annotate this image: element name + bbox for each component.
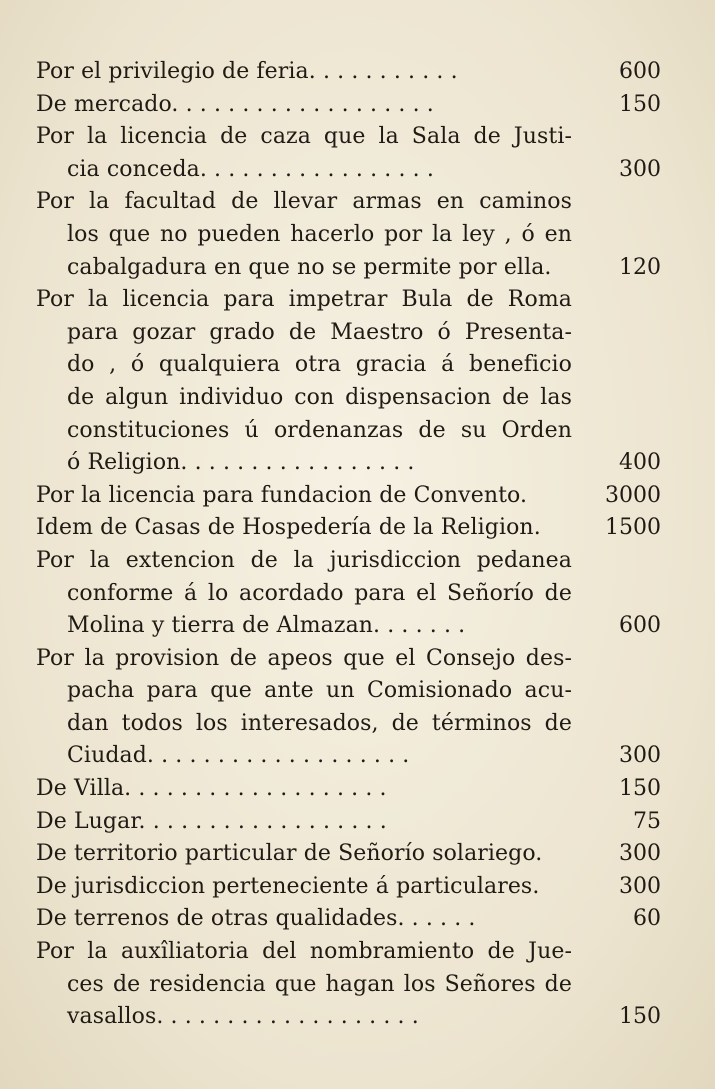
fee-amount: 150 <box>619 776 661 802</box>
entry-text: vasallos. . . . . . . . . . . . . . . . . . . <box>67 1004 419 1030</box>
entry-continuation-line <box>36 740 661 773</box>
entry-first-line <box>36 284 661 317</box>
fee-entry <box>36 806 661 839</box>
fee-amount: 300 <box>619 743 661 769</box>
entry-continuation-line <box>36 1001 661 1034</box>
entry-text: para gozar grado de Maestro ó Presenta- <box>67 319 572 345</box>
fee-amount: 150 <box>619 91 661 117</box>
entry-first-line <box>36 903 661 936</box>
entry-text: Por el privilegio de feria. . . . . . . . . . . <box>36 59 458 84</box>
entry-text: Por la provision de apeos que el Consejo des- <box>36 645 572 671</box>
fee-amount: 120 <box>619 254 661 280</box>
entry-text: De Lugar. . . . . . . . . . . . . . . . . . <box>36 808 387 834</box>
entry-first-line <box>36 643 661 676</box>
fee-entry <box>36 56 661 89</box>
entry-text: De territorio particular de Señorío solariego. <box>36 841 543 867</box>
entry-text: De terrenos de otras qualidades. . . . . . <box>36 906 476 932</box>
fee-amount: 150 <box>619 1004 661 1030</box>
fee-entry <box>36 545 661 643</box>
fee-entry <box>36 186 661 284</box>
entry-text: Por la licencia de caza que la Sala de Justi- <box>36 124 572 150</box>
fee-entry <box>36 643 661 773</box>
entry-continuation-line <box>36 415 661 448</box>
entry-first-line <box>36 121 661 154</box>
fee-entry <box>36 480 661 513</box>
fee-entry <box>36 284 661 480</box>
fee-amount: 400 <box>619 450 661 476</box>
entry-continuation-line <box>36 252 661 285</box>
entry-first-line <box>36 871 661 904</box>
entry-text: ó Religion. . . . . . . . . . . . . . . . . <box>67 450 415 476</box>
entry-text: conforme á lo acordado para el Señorío de <box>67 580 572 606</box>
entry-text: do , ó qualquiera otra gracia á beneficio <box>67 352 572 378</box>
entry-continuation-line <box>36 154 661 187</box>
entry-continuation-line <box>36 610 661 643</box>
entry-text: Por la extencion de la jurisdiccion pedanea <box>36 547 572 573</box>
entry-text: cia conceda. . . . . . . . . . . . . . . . . <box>67 156 434 182</box>
fee-amount: 60 <box>633 906 661 932</box>
entry-continuation-line <box>36 447 661 480</box>
fee-amount: 1500 <box>605 515 661 541</box>
entry-first-line <box>36 838 661 871</box>
entry-text: cabalgadura en que no se permite por ella. <box>67 254 552 280</box>
fee-list <box>36 56 661 1034</box>
entry-text: Idem de Casas de Hospedería de la Religion. <box>36 515 541 541</box>
entry-text: De jurisdiccion perteneciente á particulares. <box>36 873 540 899</box>
entry-text: Por la auxîliatoria del nombramiento de Jue- <box>36 939 572 965</box>
fee-entry <box>36 773 661 806</box>
fee-entry <box>36 936 661 1034</box>
fee-entry <box>36 512 661 545</box>
fee-amount: 300 <box>619 873 661 899</box>
entry-first-line <box>36 89 661 122</box>
entry-text: Ciudad. . . . . . . . . . . . . . . . . . . <box>67 743 410 769</box>
entry-first-line <box>36 773 661 806</box>
entry-text: De Villa. . . . . . . . . . . . . . . . . . . <box>36 776 387 802</box>
entry-first-line <box>36 936 661 969</box>
fee-amount: 300 <box>619 841 661 867</box>
fee-entry <box>36 838 661 871</box>
entry-first-line <box>36 480 661 513</box>
fee-entry <box>36 121 661 186</box>
entry-text: De mercado. . . . . . . . . . . . . . . . . . . <box>36 91 434 117</box>
entry-text: pacha para que ante un Comisionado acu- <box>67 678 572 704</box>
entry-text: Molina y tierra de Almazan. . . . . . . <box>67 613 466 639</box>
entry-continuation-line <box>36 349 661 382</box>
entry-continuation-line <box>36 219 661 252</box>
entry-continuation-line <box>36 675 661 708</box>
entry-first-line <box>36 512 661 545</box>
entry-text: Por la facultad de llevar armas en caminos <box>36 189 572 215</box>
entry-first-line <box>36 186 661 219</box>
entry-text: dan todos los interesados, de términos de <box>67 710 572 736</box>
entry-continuation-line <box>36 382 661 415</box>
fee-entry <box>36 89 661 122</box>
entry-continuation-line <box>36 578 661 611</box>
entry-text: constituciones ú ordenanzas de su Orden <box>67 417 572 443</box>
fee-amount: 75 <box>633 808 661 834</box>
entry-first-line <box>36 806 661 839</box>
fee-amount: 3000 <box>605 482 661 508</box>
entry-text: los que no pueden hacerlo por la ley , ó en <box>67 221 572 247</box>
entry-text: ces de residencia que hagan los Señores de <box>67 971 572 997</box>
fee-entry <box>36 871 661 904</box>
fee-amount: 600 <box>619 613 661 639</box>
entry-text: Por la licencia para impetrar Bula de Roma <box>36 287 572 313</box>
entry-text: de algun individuo con dispensacion de las <box>67 384 572 410</box>
entry-continuation-line <box>36 708 661 741</box>
entry-first-line <box>36 56 661 89</box>
entry-continuation-line <box>36 969 661 1002</box>
entry-continuation-line <box>36 317 661 350</box>
fee-amount: 300 <box>619 156 661 182</box>
fee-amount: 600 <box>619 59 661 84</box>
fee-entry <box>36 903 661 936</box>
entry-first-line <box>36 545 661 578</box>
entry-text: Por la licencia para fundacion de Convento. <box>36 482 528 508</box>
